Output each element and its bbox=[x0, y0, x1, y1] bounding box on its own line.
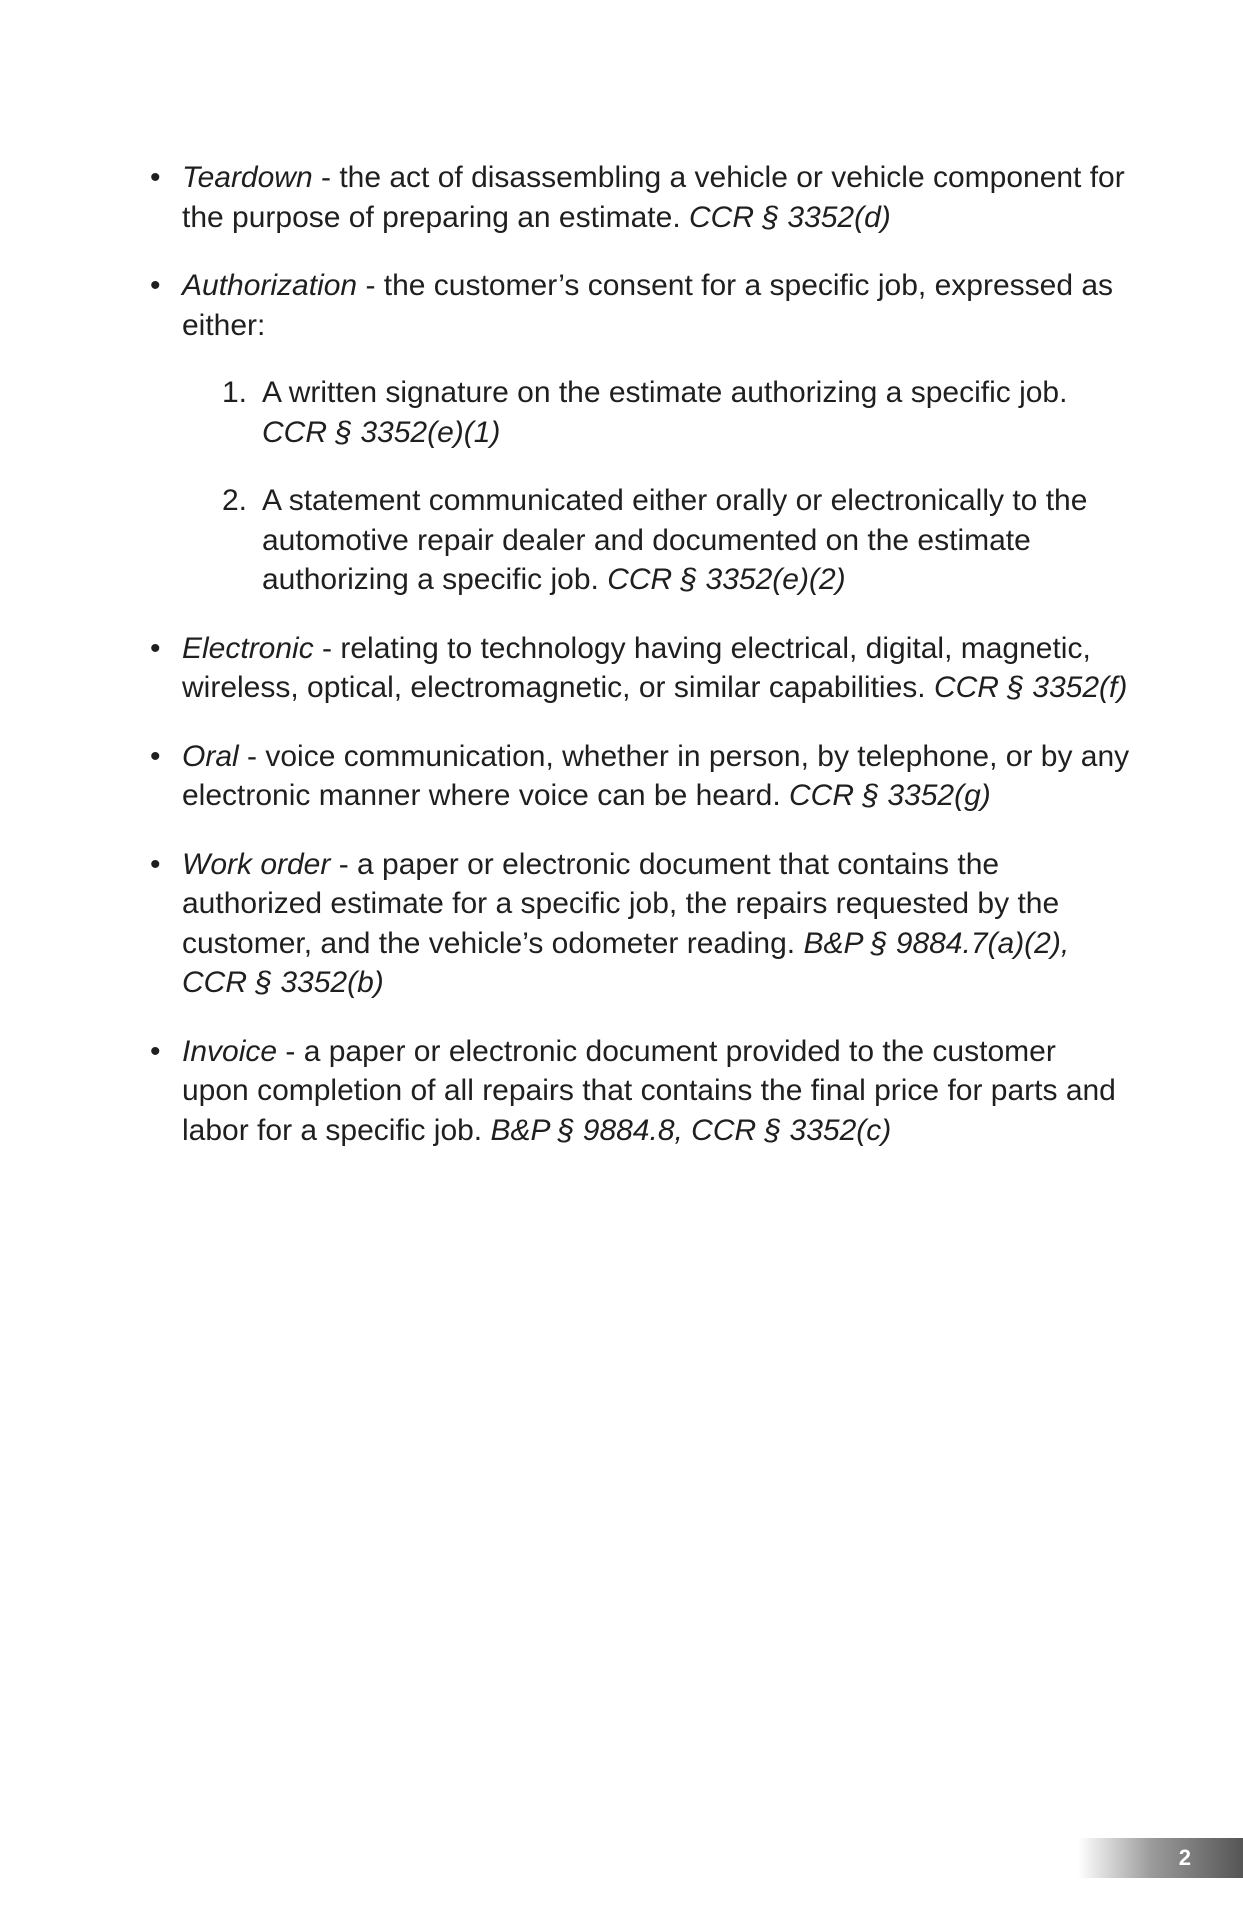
definition-invoice bbox=[150, 1032, 1130, 1151]
definition-term: Electronic bbox=[182, 631, 314, 665]
definition-text: - voice communication, whether in person, by telephone, or by any electronic manner where voice can be heard. bbox=[182, 739, 1130, 812]
item-citation: CCR § 3352(e)(1) bbox=[262, 415, 501, 449]
item-number: 2. bbox=[222, 484, 248, 517]
definition-citation: CCR § 3352(d) bbox=[688, 200, 891, 234]
definition-text: - relating to technology having electrical, digital, magnetic, wireless, optical, electromagnetic, or similar capabilities. bbox=[182, 631, 1091, 704]
page-number-tab bbox=[1078, 1838, 1243, 1878]
definition-citation: B&P § 9884.8, CCR § 3352(c) bbox=[490, 1113, 892, 1147]
definition-citation: B&P § 9884.7(a)(2), CCR § 3352(b) bbox=[182, 926, 1070, 999]
definition-term: Work order bbox=[182, 847, 331, 881]
authorization-item-2 bbox=[222, 481, 1130, 600]
definition-term: Teardown bbox=[182, 161, 313, 194]
item-text: A statement communicated either orally or electronically to the automotive repair dealer and documented on the estimate authorizing a specific job. bbox=[262, 484, 1088, 596]
definition-oral bbox=[150, 737, 1130, 816]
item-text: A written signature on the estimate authorizing a specific job. bbox=[262, 376, 1068, 409]
definition-work-order bbox=[150, 845, 1130, 1003]
definition-text: - the act of disassembling a vehicle or vehicle component for the purpose of preparing an estimate. bbox=[182, 161, 1125, 234]
definition-text: - a paper or electronic document provided to the customer upon completion of all repairs that contains the final price for parts and labor for a specific job. bbox=[182, 1034, 1116, 1147]
authorization-item-1 bbox=[222, 373, 1130, 452]
page-number: 2 bbox=[1178, 1845, 1191, 1870]
bullet-icon: • bbox=[150, 631, 161, 665]
definition-citation: CCR § 3352(f) bbox=[933, 671, 1128, 704]
definition-text: - the customer’s consent for a specific job, expressed as either: bbox=[182, 269, 1114, 342]
bullet-icon: • bbox=[150, 739, 161, 773]
bullet-icon: • bbox=[150, 269, 161, 302]
definition-citation: CCR § 3352(g) bbox=[789, 779, 991, 812]
bullet-icon: • bbox=[150, 847, 161, 881]
bullet-icon: • bbox=[150, 1034, 161, 1068]
definition-text: - a paper or electronic document that contains the authorized estimate for a specific job, the repairs requested by the customer, and the vehicle’s odometer reading. bbox=[182, 847, 1060, 960]
definition-term: Oral bbox=[182, 739, 239, 773]
item-citation: CCR § 3352(e)(2) bbox=[607, 563, 846, 596]
definition-term: Authorization bbox=[182, 269, 358, 302]
item-number: 1. bbox=[222, 376, 248, 409]
definition-term: Invoice bbox=[182, 1034, 278, 1068]
definitions-list bbox=[150, 158, 1130, 1179]
definition-electronic bbox=[150, 629, 1130, 708]
bullet-icon: • bbox=[150, 161, 161, 194]
definition-teardown bbox=[150, 158, 1130, 237]
definition-authorization bbox=[150, 266, 1130, 600]
authorization-sublist bbox=[182, 373, 1130, 600]
